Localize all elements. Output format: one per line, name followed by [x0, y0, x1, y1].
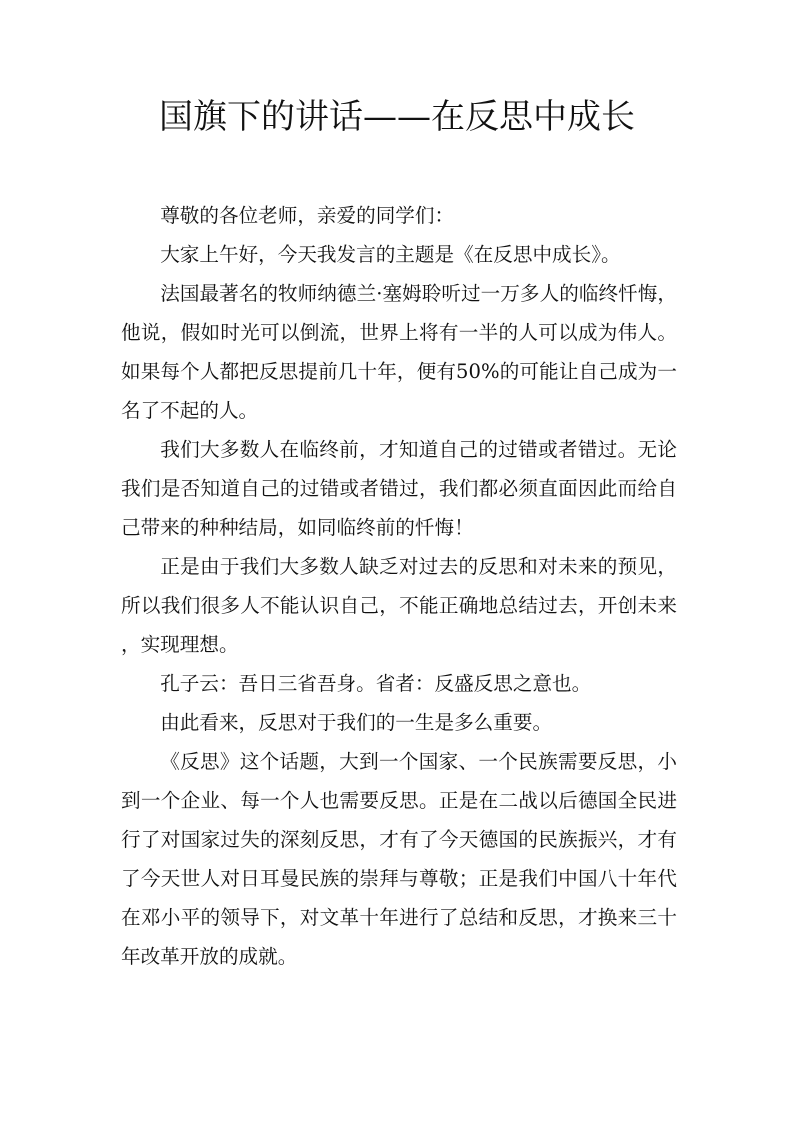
paragraph-topic: 大家上午好，今天我发言的主题是《在反思中成长》。 — [160, 243, 621, 266]
paragraph-importance: 由此看来，反思对于我们的一生是多么重要。 — [160, 711, 553, 734]
paragraph-greeting: 尊敬的各位老师，亲爱的同学们： — [160, 204, 455, 227]
paragraph-confucius: 孔子云：吾日三省吾身。省者：反盛反思之意也。 — [160, 672, 592, 695]
paragraph-nations: 《反思》这个话题，大到一个国家、一个民族需要反思，小到一个企业、每一个人也需要反思。正是在二战以后德国全民进行了对国家过失的深刻反思，才有了今天德国的民族振兴，才有了今天世人对日耳曼民族的崇拜与尊敬；正是我们中国八十年代在邓小平的领导下，对文革十年进行了总结和反思，才换来三十年改革开放的成就。 — [121, 750, 677, 968]
paragraph-deathbed: 我们大多数人在临终前，才知道自己的过错或者错过。无论我们是否知道自己的过错或者错过，我们都必须直面因此而给自己带来的种种结局，如同临终前的忏悔！ — [121, 438, 677, 539]
document-body — [121, 196, 677, 976]
page-title: 国旗下的讲话——在反思中成长 — [159, 97, 635, 137]
paragraph-priest-story: 法国最著名的牧师纳德兰·塞姆聆听过一万多人的临终忏悔，他说，假如时光可以倒流，世界上将有一半的人可以成为伟人。如果每个人都把反思提前几十年，便有50%的可能让自己成为一名了不起的人。 — [121, 282, 677, 422]
paragraph-lack-of-reflection: 正是由于我们大多数人缺乏对过去的反思和对未来的预见，所以我们很多人不能认识自己，不能正确地总结过去，开创未来，实现理想。 — [121, 555, 677, 656]
